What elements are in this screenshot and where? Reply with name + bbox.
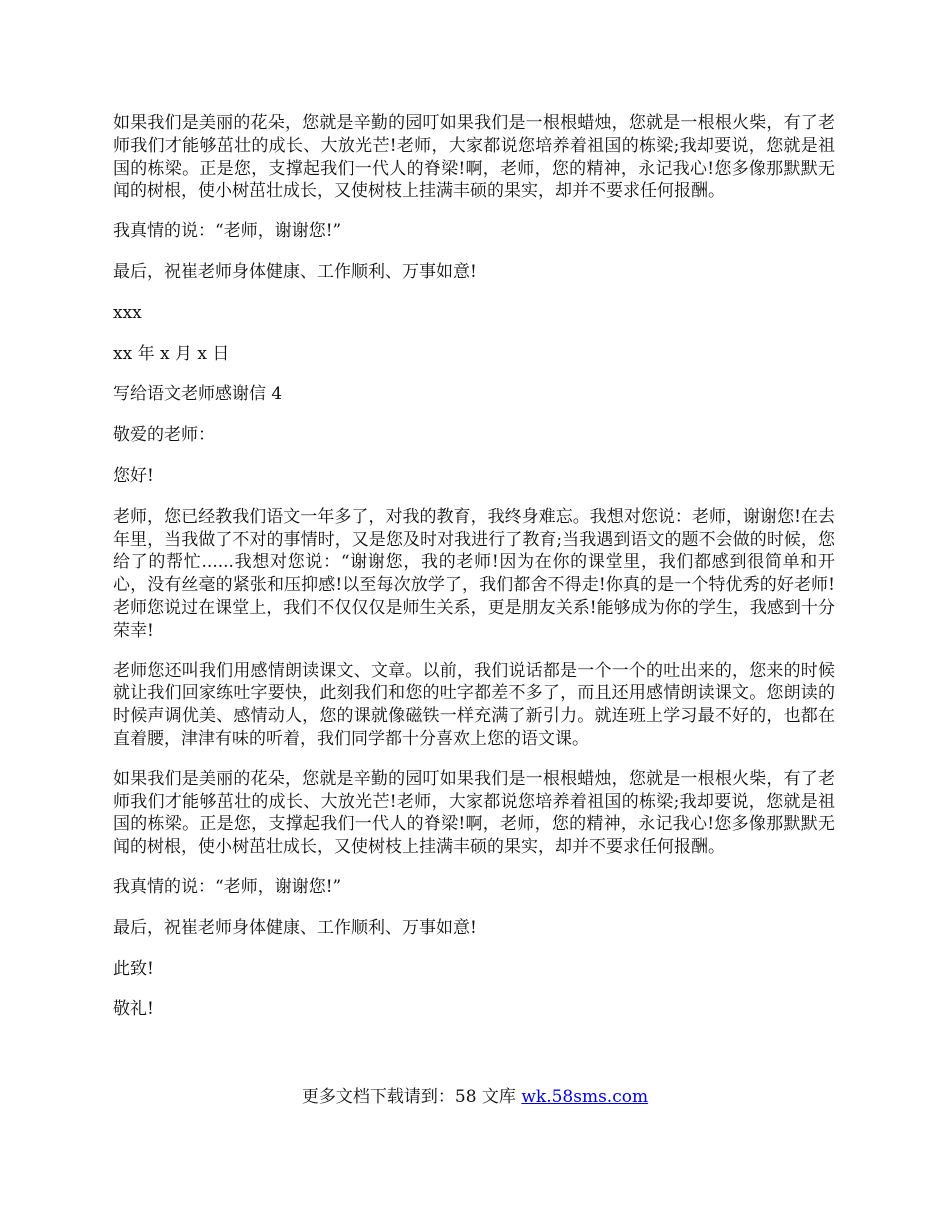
paragraph-13: 最后，祝崔老师身体健康、工作顺利、万事如意! (113, 917, 477, 938)
paragraph-12: 我真情的说：“老师，谢谢您!” (113, 876, 342, 897)
section-title: 写给语文老师感谢信 4 (113, 384, 283, 405)
footer-link[interactable]: wk.58sms.com (521, 1087, 649, 1107)
footer-prefix: 更多文档下载请到：58 文库 (301, 1087, 522, 1107)
paragraph-3: 最后，祝崔老师身体健康、工作顺利、万事如意! (113, 261, 477, 282)
document-body (113, 112, 835, 1039)
paragraph-9: 老师，您已经教我们语文一年多了，对我的教育，我终身难忘。我想对您说：老师，谢谢您!在去年里，当我做了不对的事情时，又是您及时对我进行了教育;当我遇到语文的题不会做的时候，您给了的帮忙......我想对您说：“谢谢您，我的老师!因为在你的课堂里，我们都感到很简单和开心，没有丝毫的紧张和压抑感!以至每次放学了，我们都舍不得走!你真的是一个特优秀的好老师!老师您说过在课堂上，我们不仅仅仅是师生关系，更是朋友关系!能够成为你的学生，我感到十分荣幸! (113, 506, 835, 641)
salutation: 敬爱的老师： (113, 425, 215, 446)
paragraph-1: 如果我们是美丽的花朵，您就是辛勤的园叮如果我们是一根根蜡烛，您就是一根根火柴，有了老师我们才能够茁壮的成长、大放光芒!老师，大家都说您培养着祖国的栋梁;我却要说，您就是祖国的栋梁。正是您，支撑起我们一代人的脊梁!啊，老师，您的精神，永记我心!您多像那默默无闻的树根，使小树茁壮成长，又使树枝上挂满丰硕的果实，却并不要求任何报酬。 (113, 113, 835, 202)
closing-2: 敬礼! (113, 999, 154, 1020)
paragraph-11: 如果我们是美丽的花朵，您就是辛勤的园叮如果我们是一根根蜡烛，您就是一根根火柴，有了老师我们才能够茁壮的成长、大放光芒!老师，大家都说您培养着祖国的栋梁;我却要说，您就是祖国的栋梁。正是您，支撑起我们一代人的脊梁!啊，老师，您的精神，永记我心!您多像那默默无闻的树根，使小树茁壮成长，又使树枝上挂满丰硕的果实，却并不要求任何报酬。 (113, 768, 835, 858)
paragraph-10: 老师您还叫我们用感情朗读课文、文章。以前，我们说话都是一个一个的吐出来的，您来的时候就让我们回家练吐字要快，此刻我们和您的吐字都差不多了，而且还用感情朗读课文。您朗读的时候声调优美、感情动人，您的课就像磁铁一样充满了新引力。就连班上学习最不好的，也都在直着腰，津津有味的听着，我们同学都十分喜欢上您的语文课。 (113, 660, 835, 749)
closing-1: 此致! (113, 958, 154, 979)
signature-name: xxx (113, 302, 142, 323)
paragraph-2: 我真情的说：“老师，谢谢您!” (113, 221, 342, 242)
footer (0, 1085, 950, 1109)
signature-date: xx 年 x 月 x 日 (113, 343, 230, 364)
greeting: 您好! (113, 465, 154, 486)
